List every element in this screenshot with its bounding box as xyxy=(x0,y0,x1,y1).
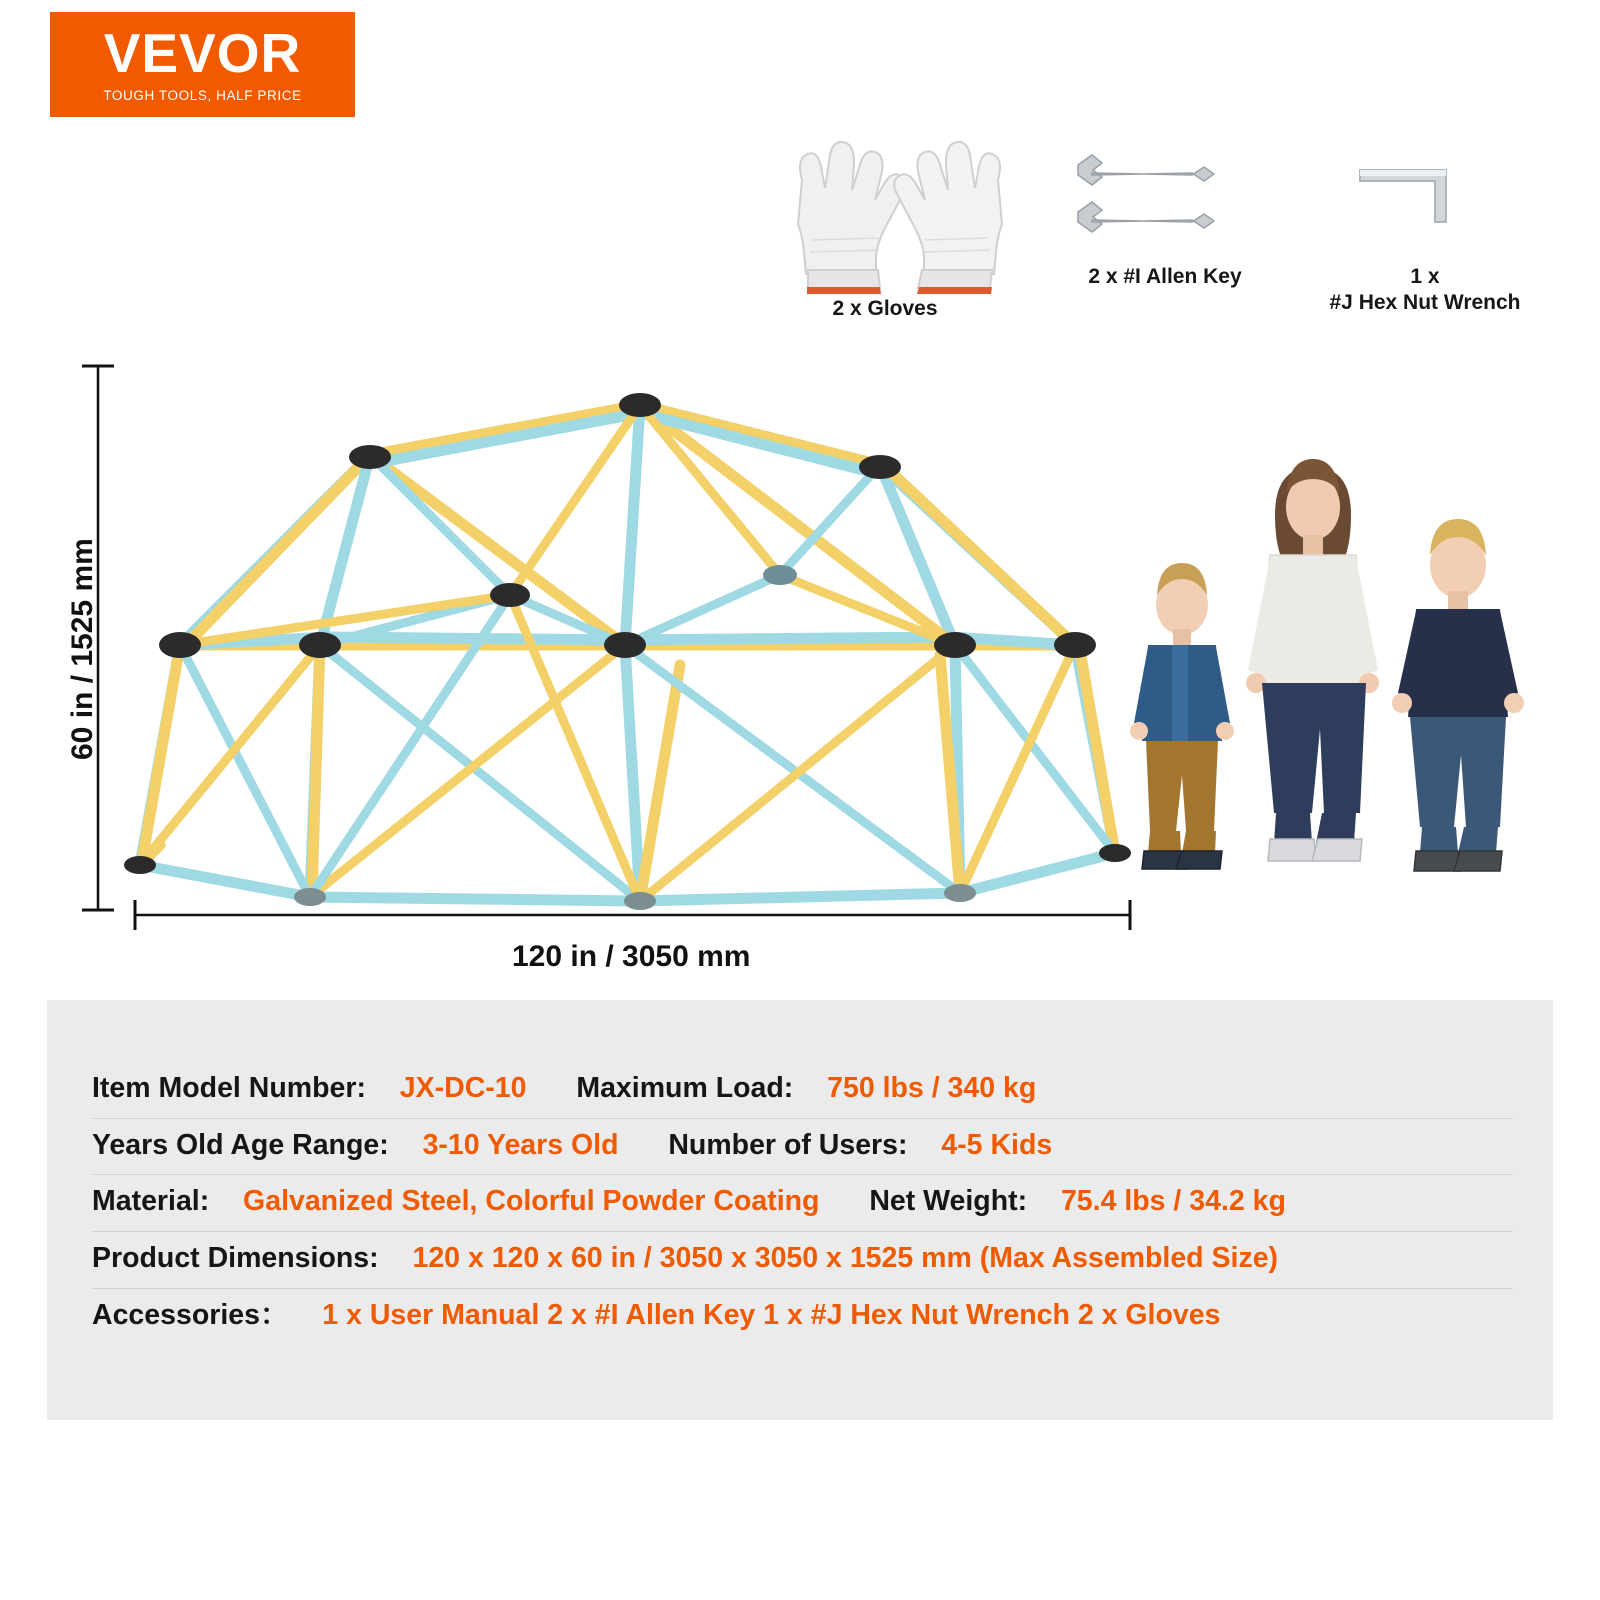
accessory-hex-wrench-label: 1 x #J Hex Nut Wrench xyxy=(1329,265,1521,315)
brand-logo xyxy=(50,12,355,117)
child-toddler xyxy=(1130,563,1234,869)
spec-value-users: 4-5 Kids xyxy=(941,1128,1053,1161)
specifications-list xyxy=(92,1062,1513,1344)
hex-key-icon xyxy=(1360,170,1446,222)
spec-value-material: Galvanized Steel, Colorful Powder Coating xyxy=(243,1185,820,1218)
spec-row xyxy=(92,1119,1513,1176)
accessory-allen-key-label: 2 x #I Allen Key xyxy=(1088,265,1242,288)
accessory-gloves-label: 2 x Gloves xyxy=(832,297,938,320)
brand-name: VEVOR xyxy=(103,22,302,84)
height-dimension-label: 60 in / 1525 mm xyxy=(66,538,99,760)
brand-tagline: TOUGH TOOLS, HALF PRICE xyxy=(103,88,302,103)
kids-scale-illustration xyxy=(1110,395,1550,915)
spec-row xyxy=(92,1175,1513,1232)
spec-label-users: Number of Users: xyxy=(668,1128,908,1161)
spec-value-dimensions: 120 x 120 x 60 in / 3050 x 3050 x 1525 mm (Max Assembled Size) xyxy=(412,1241,1279,1274)
spec-value-accessories: 1 x User Manual 2 x #I Allen Key 1 x #J Hex Nut Wrench 2 x Gloves xyxy=(322,1298,1221,1331)
child-boy xyxy=(1392,519,1524,871)
spec-value-max-load: 750 lbs / 340 kg xyxy=(827,1072,1037,1104)
child-girl xyxy=(1246,459,1379,861)
spec-label-max-load: Maximum Load: xyxy=(576,1072,794,1104)
spec-row xyxy=(92,1062,1513,1119)
spec-label-age: Years Old Age Range: xyxy=(92,1128,389,1161)
spec-label-accessories: Accessories： xyxy=(92,1298,289,1331)
spec-label-model: Item Model Number: xyxy=(92,1072,366,1104)
spec-row xyxy=(92,1232,1513,1289)
spec-row xyxy=(92,1289,1513,1345)
gloves-icon-right xyxy=(894,142,1002,294)
spec-label-weight: Net Weight: xyxy=(869,1185,1028,1218)
specifications-panel xyxy=(47,1000,1553,1420)
spec-value-weight: 75.4 lbs / 34.2 kg xyxy=(1060,1185,1286,1218)
spec-value-age: 3-10 Years Old xyxy=(422,1128,619,1161)
width-dimension-line xyxy=(125,895,1140,935)
wrench-icon xyxy=(1078,155,1214,232)
spec-label-material: Material: xyxy=(92,1185,210,1218)
gloves-icon xyxy=(798,142,906,294)
spec-value-model: JX-DC-10 xyxy=(399,1072,527,1104)
width-dimension-label: 120 in / 3050 mm xyxy=(512,940,751,973)
product-illustration xyxy=(80,345,1140,945)
spec-label-dimensions: Product Dimensions: xyxy=(92,1241,379,1274)
